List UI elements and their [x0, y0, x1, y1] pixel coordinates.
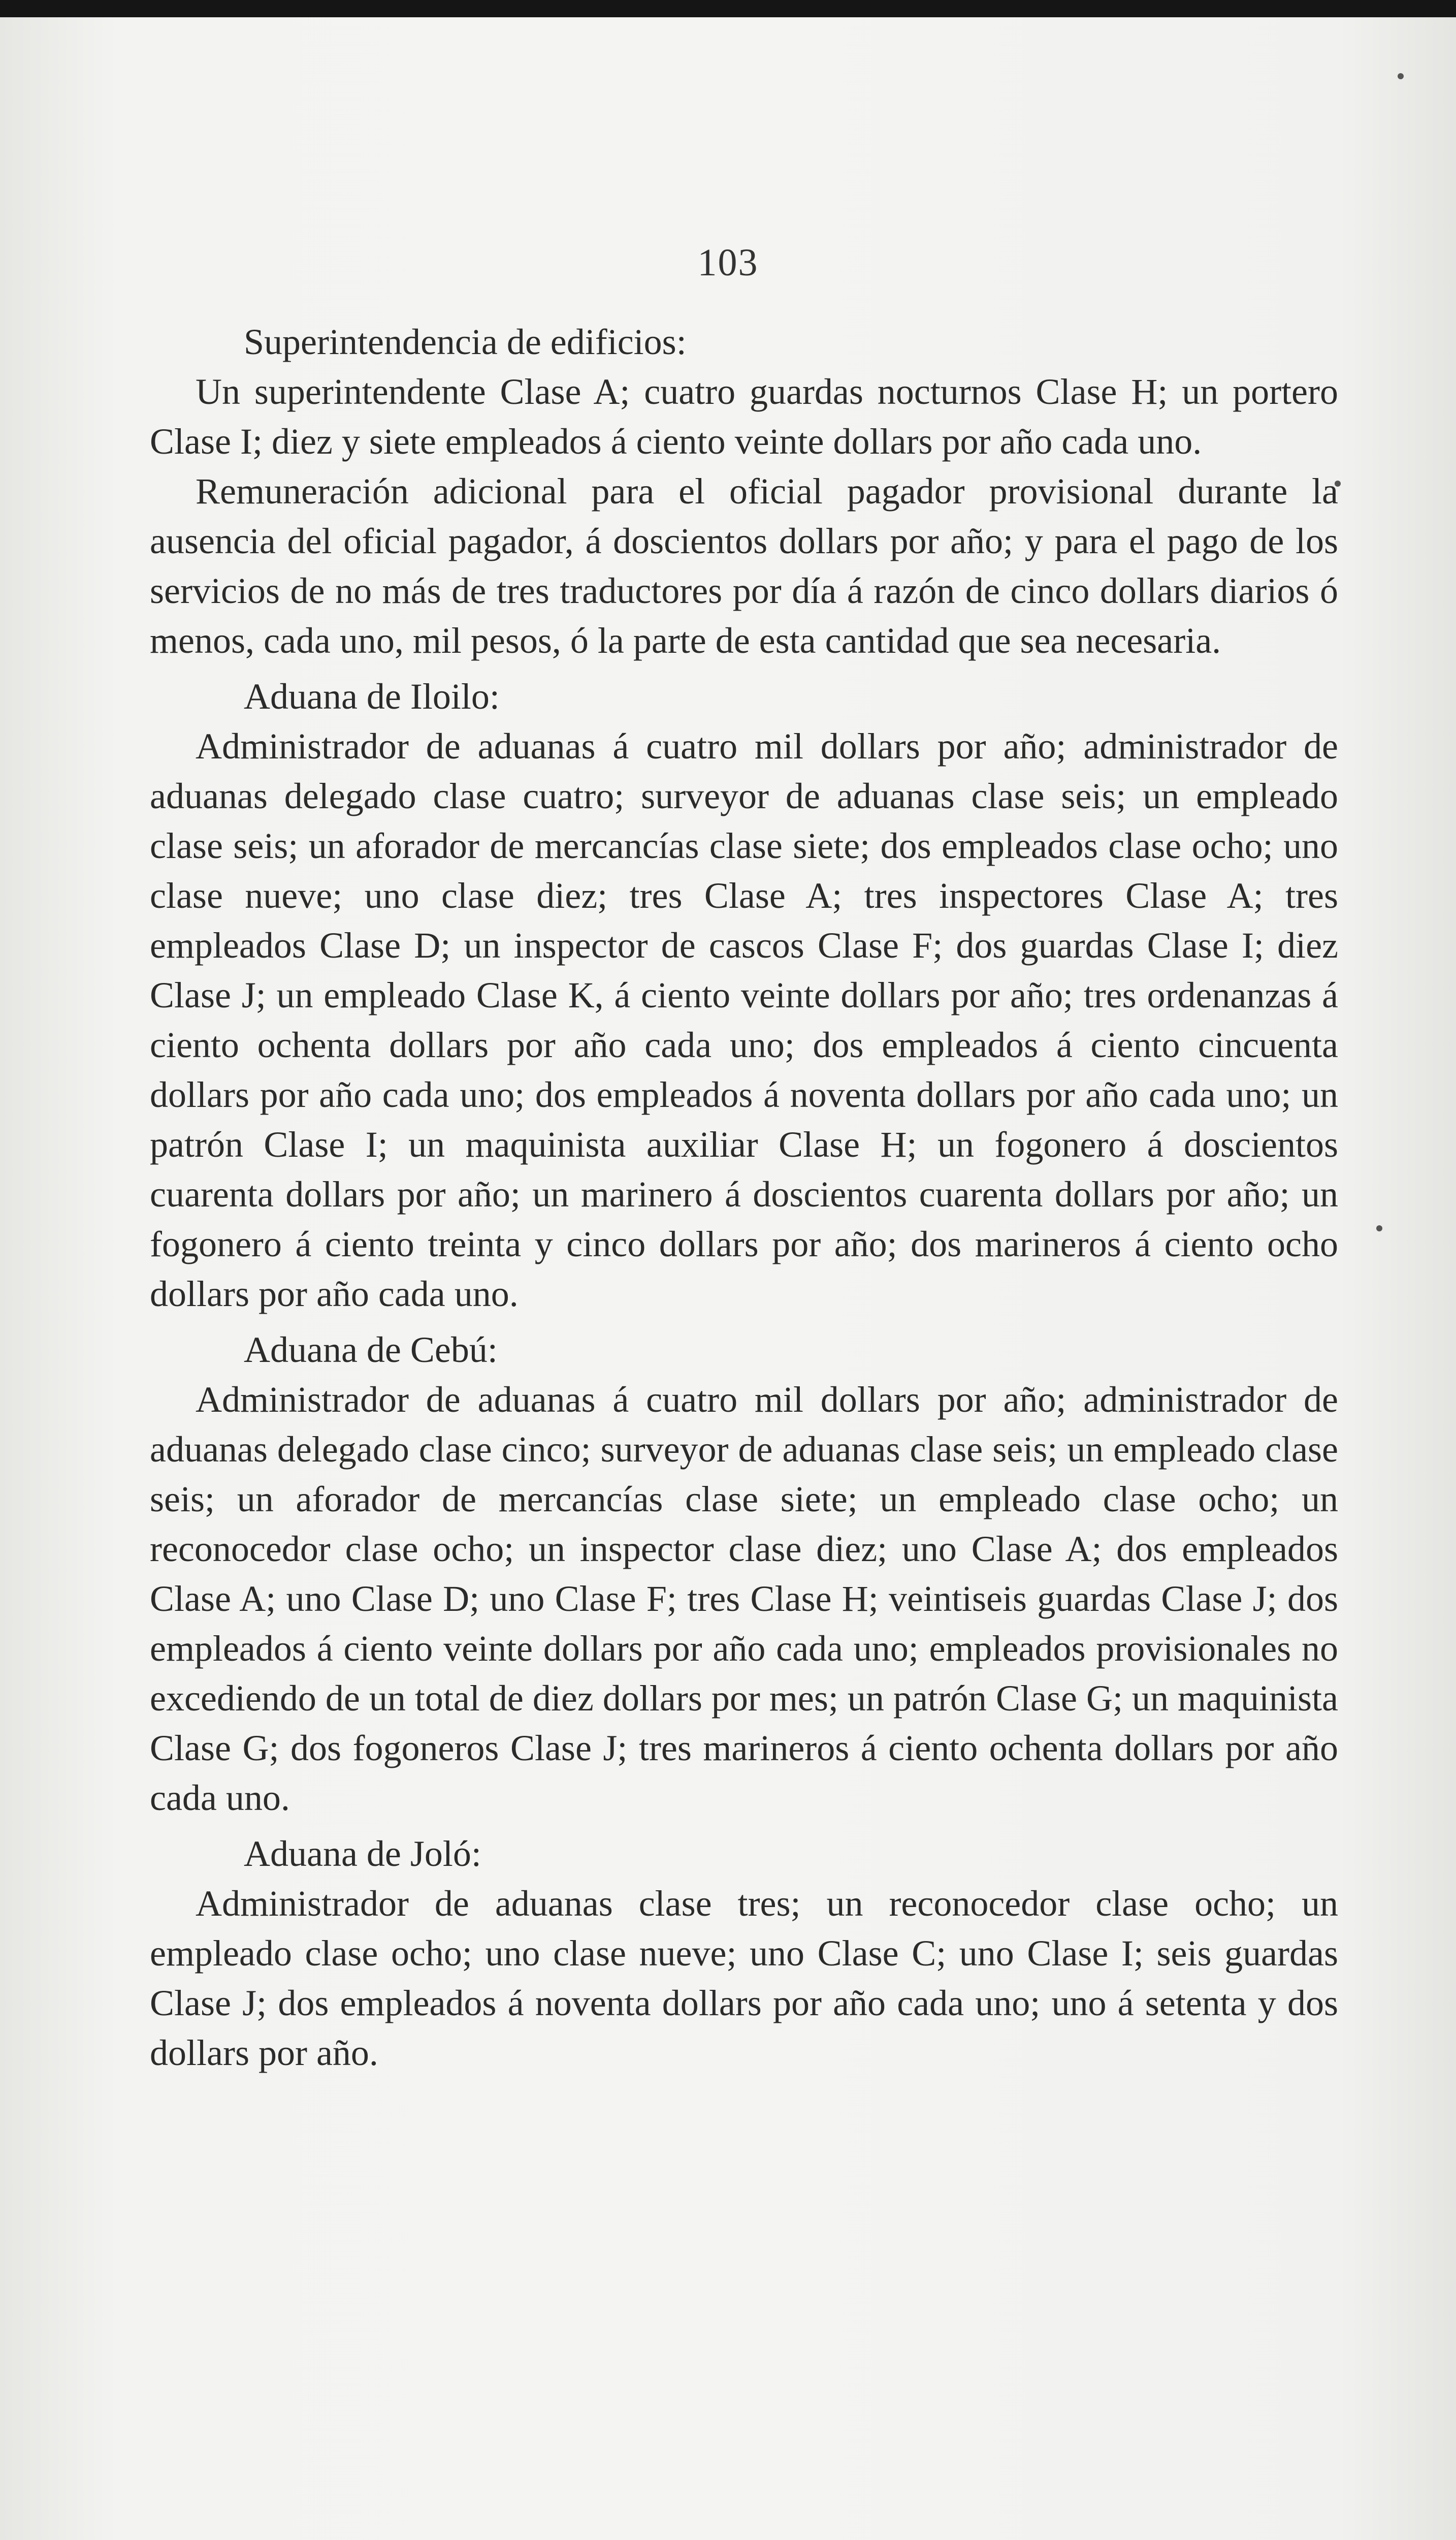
- section-heading-cebu: Aduana de Cebú:: [244, 1329, 498, 1370]
- section-heading-jolo: Aduana de Joló:: [244, 1833, 481, 1874]
- section-heading-iloilo: Aduana de Iloilo:: [244, 676, 500, 717]
- paragraph: Un superintendente Clase A; cuatro guardas nocturnos Clase H; un portero Clase I; diez y siete empleados á ciento veinte dollars por año cada uno.: [150, 371, 1338, 462]
- scan-speck: [1398, 73, 1404, 79]
- paragraph: Remuneración adicional para el oficial pagador provisional durante la ausencia del oficial pagador, á doscientos dollars por año; y para el pago de los servicios de no más de tres traductores por día á razón de cinco dollars diarios ó menos, cada uno, mil pesos, ó la parte de esta cantidad que sea necesaria.: [150, 471, 1338, 661]
- document-body: [150, 317, 1338, 2078]
- section-heading-edificios: Superintendencia de edificios:: [244, 322, 687, 362]
- document-page: [0, 17, 1456, 2540]
- paragraph: Administrador de aduanas á cuatro mil dollars por año; administrador de aduanas delegado clase cuatro; surveyor de aduanas clase seis; un empleado clase seis; un aforador de mercancías clase siete; dos empleados clase ocho; uno clase nueve; uno clase diez; tres Clase A; tres inspectores Clase A; tres empleados Clase D; un inspector de cascos Clase F; dos guardas Clase I; diez Clase J; un empleado Clase K, á ciento veinte dollars por año; tres ordenanzas á ciento ochenta dollars por año cada uno; dos empleados á ciento cincuenta dollars por año cada uno; dos empleados á noventa dollars por año cada uno; un patrón Clase I; un maquinista auxiliar Clase H; un fogonero á doscientos cuarenta dollars por año; un marinero á doscientos cuarenta dollars por año; un fogonero á ciento treinta y cinco dollars por año; dos marineros á ciento ocho dollars por año cada uno.: [150, 726, 1338, 1314]
- scan-top-edge: [0, 0, 1456, 17]
- paragraph: Administrador de aduanas á cuatro mil dollars por año; administrador de aduanas delegado clase cinco; surveyor de aduanas clase seis; un empleado clase seis; un aforador de mercancías clase siete; un empleado clase ocho; un reconocedor clase ocho; un inspector clase diez; uno Clase A; dos empleados Clase A; uno Clase D; uno Clase F; tres Clase H; veintiseis guardas Clase J; dos empleados á ciento veinte dollars por año cada uno; empleados provisionales no excediendo de un total de diez dollars por mes; un patrón Clase G; un maquinista Clase G; dos fogoneros Clase J; tres marineros á ciento ochenta dollars por año cada uno.: [150, 1379, 1338, 1818]
- paragraph: Administrador de aduanas clase tres; un reconocedor clase ocho; un empleado clase ocho; uno clase nueve; uno Clase C; uno Clase I; seis guardas Clase J; dos empleados á noventa dollars por año cada uno; uno á setenta y dos dollars por año.: [150, 1883, 1338, 2073]
- page-number: 103: [697, 241, 759, 284]
- scan-speck: [1376, 1225, 1382, 1231]
